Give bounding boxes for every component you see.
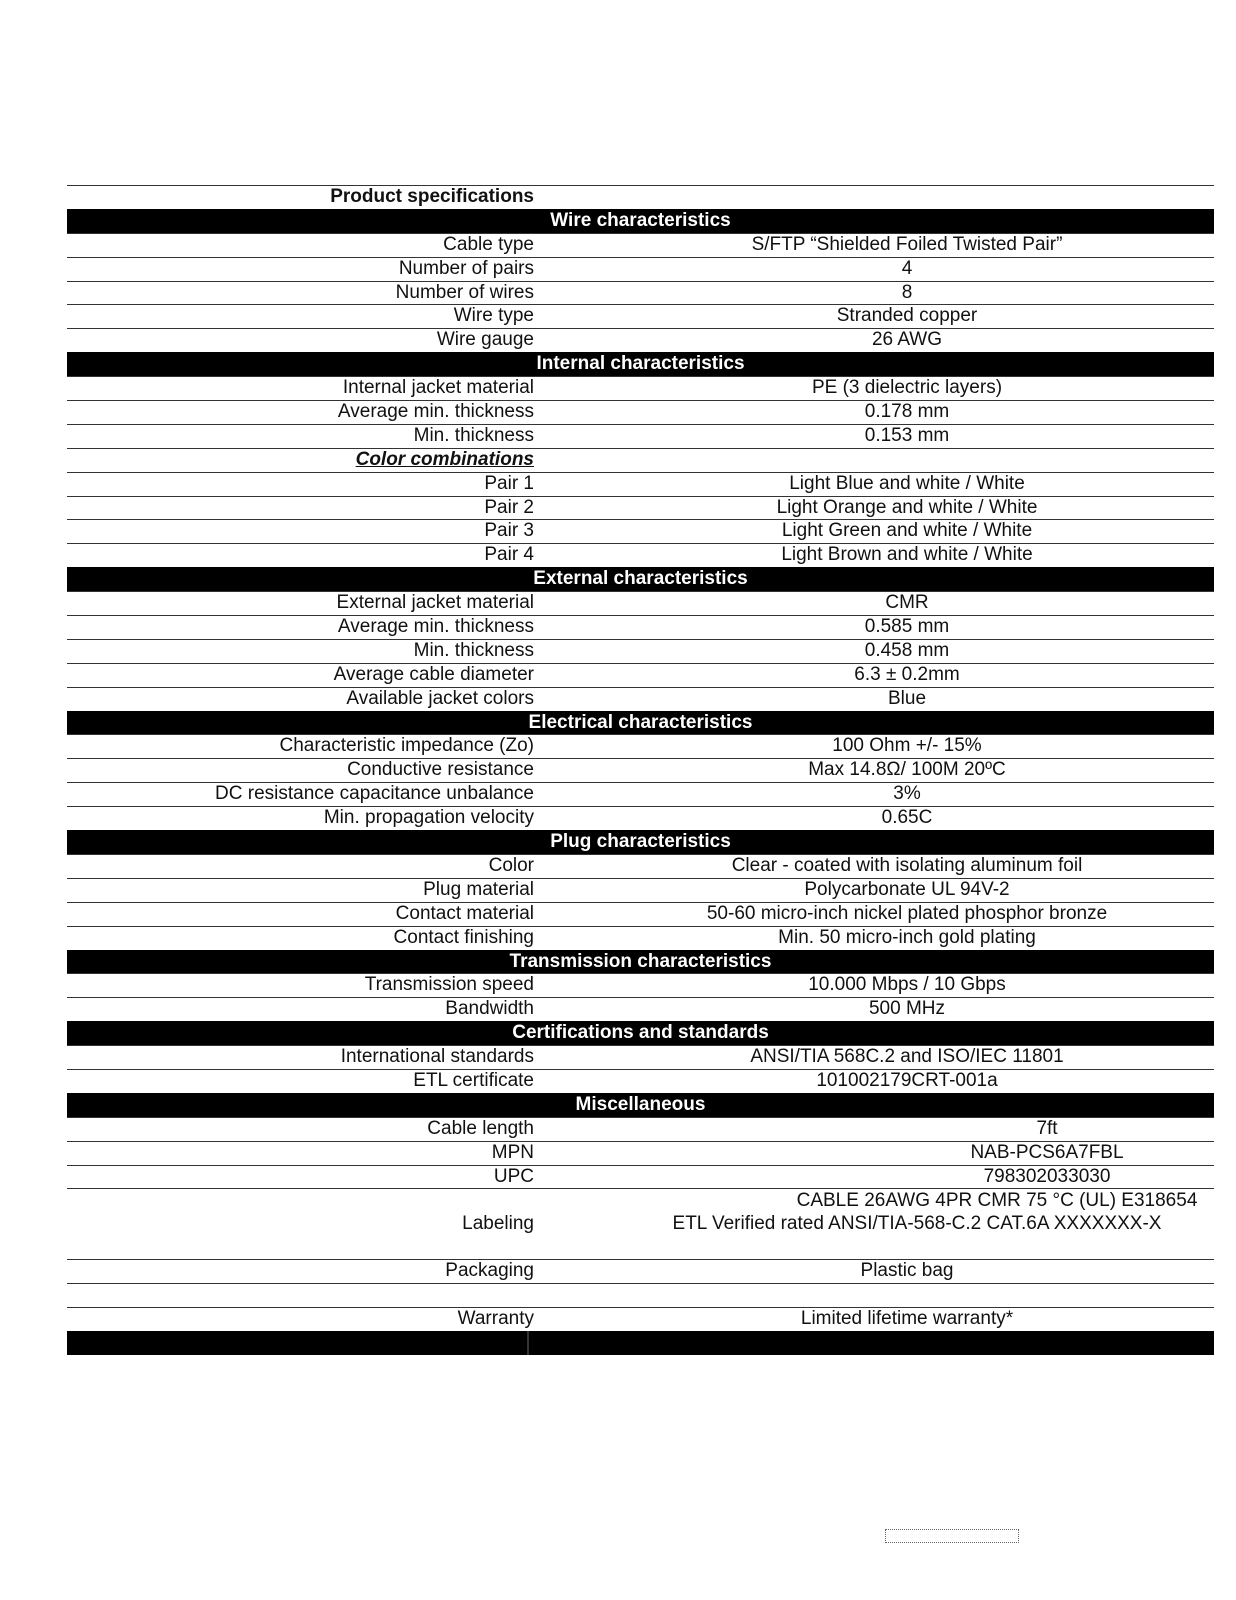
spec-row-pair-3 [67,519,1214,543]
title-row [67,185,1214,209]
section-header-certifications-and-standards: Certifications and standards [67,1021,1214,1045]
spec-value: ANSI/TIA 568C.2 and ISO/IEC 11801 [750,1046,1064,1068]
spec-row-contact-finishing [67,926,1214,950]
spec-value: 0.585 mm [864,616,950,638]
section-header-external-characteristics: External characteristics [67,567,1214,591]
spec-row-cable-length [67,1117,1214,1141]
spec-row-average-cable-diameter [67,663,1214,687]
spec-value: 798302033030 [983,1165,1111,1187]
spec-row-dc-resistance-capacitance-unbalance [67,782,1214,806]
spec-label: Internal jacket material [342,377,534,399]
spec-value: 0.458 mm [864,639,950,661]
spec-label: Cable type [443,233,534,255]
spec-row-min-propagation-velocity [67,806,1214,830]
spec-row-warranty [67,1307,1214,1331]
spec-row-international-standards [67,1045,1214,1069]
spec-label: Bandwidth [445,998,534,1020]
spec-row-min-thickness [67,639,1214,663]
spec-label: Contact material [395,902,534,924]
spec-label: Pair 1 [484,472,534,494]
spec-label: Labeling [462,1213,534,1235]
spec-value: Light Brown and white / White [781,544,1033,566]
spec-label: Pair 4 [484,544,534,566]
spec-value: Polycarbonate UL 94V-2 [804,878,1010,900]
spec-sheet [67,185,1214,1355]
spec-label: DC resistance capacitance unbalance [215,783,534,805]
spec-label: Characteristic impedance (Zo) [279,735,534,757]
spec-label: External jacket material [336,592,534,614]
page-title: Product specifications [330,186,534,207]
spec-label: Color combinations [355,448,534,470]
section-header-electrical-characteristics: Electrical characteristics [67,711,1214,735]
spec-value: 101002179CRT-001a [816,1069,998,1091]
spec-value: PE (3 dielectric layers) [811,377,1003,399]
spec-value: 50-60 micro-inch nickel plated phosphor bronze [706,902,1108,924]
spec-value: 0.178 mm [864,401,950,423]
spec-row-mpn [67,1141,1214,1165]
spec-row-external-jacket-material [67,591,1214,615]
dotted-box [885,1529,1019,1543]
end-bar-divider [527,1331,529,1355]
spec-value: Light Orange and white / White [776,496,1038,518]
labeling-line-2: ETL Verified rated ANSI/TIA-568-C.2 CAT.6A XXXXXXX-X [672,1213,1162,1235]
spec-label: Plug material [423,878,534,900]
spec-label: ETL certificate [413,1069,534,1091]
spec-row-conductive-resistance [67,758,1214,782]
spec-label: Transmission speed [364,974,534,996]
spec-value: 0.65C [881,807,933,829]
spec-label: Pair 2 [484,496,534,518]
spec-row-plug-material [67,878,1214,902]
spec-value: 6.3 ± 0.2mm [854,663,960,685]
spec-value: Light Blue and white / White [789,472,1025,494]
spec-value: 10.000 Mbps / 10 Gbps [808,974,1006,996]
spec-label: Contact finishing [393,926,534,948]
spec-label: Min. propagation velocity [323,807,534,829]
spec-value: Max 14.8Ω/ 100M 20ºC [808,759,1006,781]
section-header-plug-characteristics: Plug characteristics [67,830,1214,854]
section-header-transmission-characteristics: Transmission characteristics [67,950,1214,974]
spec-row-min-thickness [67,424,1214,448]
spec-row-pair-1 [67,472,1214,496]
spec-value: Limited lifetime warranty* [800,1308,1014,1330]
spec-label: Average min. thickness [337,616,534,638]
spec-label: Conductive resistance [347,759,534,781]
spec-row-packaging [67,1259,1214,1283]
spec-row-labeling [67,1188,1214,1259]
spec-row-characteristic-impedance-zo [67,734,1214,758]
spec-value: 26 AWG [871,329,943,351]
spec-row-bandwidth [67,997,1214,1021]
spec-value: CMR [885,592,929,614]
spec-row-pair-2 [67,496,1214,520]
spec-value: Stranded copper [836,305,978,327]
spec-label: Packaging [445,1260,534,1282]
spec-row-wire-type [67,304,1214,328]
spec-row-number-of-wires [67,281,1214,305]
section-header-miscellaneous: Miscellaneous [67,1093,1214,1117]
spec-row-average-min-thickness [67,400,1214,424]
spec-label: International standards [340,1046,534,1068]
spec-row-color [67,854,1214,878]
spec-label: Warranty [457,1308,534,1330]
spec-value: NAB-PCS6A7FBL [970,1141,1124,1163]
spec-row-number-of-pairs [67,257,1214,281]
spec-label: Min. thickness [413,639,534,661]
spec-row-pair-4 [67,543,1214,567]
spec-label: Min. thickness [413,424,534,446]
blank-row [67,1283,1214,1307]
spec-label: Available jacket colors [346,687,534,709]
spec-value: 8 [901,281,913,303]
spec-label: Number of wires [395,281,534,303]
spec-row-average-min-thickness [67,615,1214,639]
spec-sections [67,209,1214,1093]
spec-value: Clear - coated with isolating aluminum foil [731,854,1083,876]
spec-value: 7ft [1036,1117,1058,1139]
spec-label: Pair 3 [484,520,534,542]
spec-row-color-combinations [67,448,1214,472]
spec-label: Wire gauge [436,329,534,351]
spec-value: 3% [893,783,921,805]
spec-row-wire-gauge [67,328,1214,352]
spec-row-internal-jacket-material [67,376,1214,400]
spec-value: 4 [901,257,913,279]
spec-label: Average min. thickness [337,401,534,423]
spec-value: Light Green and white / White [781,520,1033,542]
spec-label: MPN [491,1141,534,1163]
spec-value: Min. 50 micro-inch gold plating [778,926,1036,948]
spec-value: 0.153 mm [864,424,950,446]
section-header-internal-characteristics: Internal characteristics [67,352,1214,376]
spec-value: Blue [887,687,927,709]
labeling-line-1: CABLE 26AWG 4PR CMR 75 °C (UL) E318654 [796,1190,1198,1212]
section-header-wire-characteristics: Wire characteristics [67,209,1214,233]
spec-row-upc [67,1165,1214,1189]
spec-row-cable-type [67,233,1214,257]
spec-row-transmission-speed [67,973,1214,997]
spec-value: S/FTP “Shielded Foiled Twisted Pair” [751,233,1063,255]
spec-row-contact-material [67,902,1214,926]
spec-label: Wire type [453,305,534,327]
spec-label: Average cable diameter [333,663,534,685]
spec-value: 500 MHz [868,998,946,1020]
spec-label: UPC [493,1165,534,1187]
spec-label: Color [488,854,534,876]
end-bar [67,1331,1214,1355]
spec-label: Number of pairs [398,257,534,279]
spec-value: 100 Ohm +/- 15% [832,735,982,757]
spec-row-available-jacket-colors [67,687,1214,711]
spec-value: Plastic bag [860,1260,954,1282]
spec-row-etl-certificate [67,1069,1214,1093]
spec-label: Cable length [427,1117,534,1139]
